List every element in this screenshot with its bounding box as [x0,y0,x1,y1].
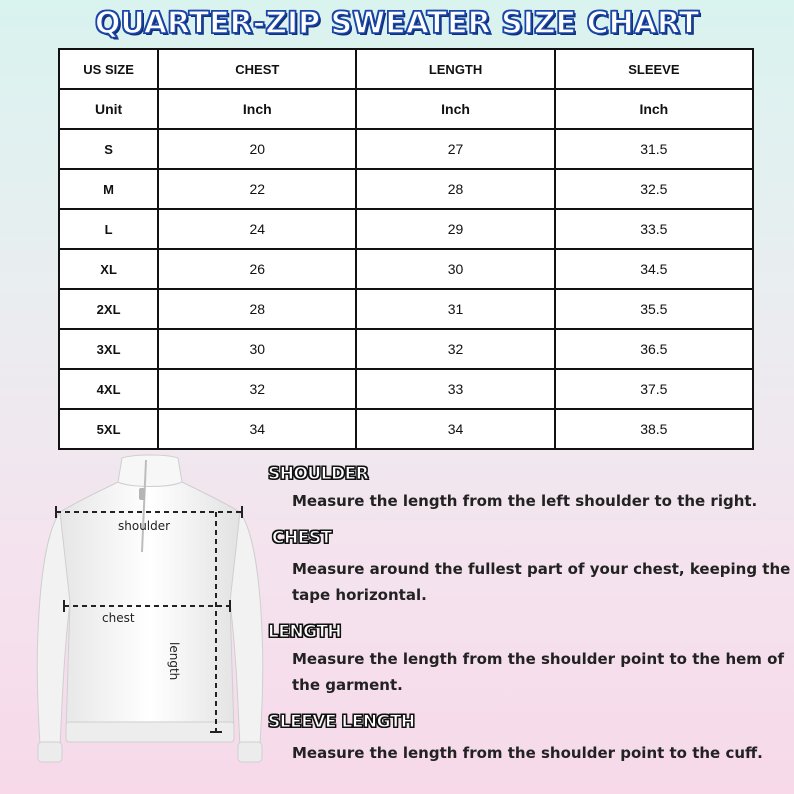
unit-label: Unit [59,89,158,129]
sweater-illustration [37,455,263,762]
sleeve-cell: 36.5 [555,329,753,369]
sweater-diagram [30,452,270,792]
sleeve-guide-text: Measure the length from the shoulder point to the cuff. [292,744,763,762]
table-unit-row [59,89,753,129]
length-guide-text-line1: Measure the length from the shoulder point to the hem of [292,650,784,668]
size-cell: M [59,169,158,209]
sleeve-cell: 31.5 [555,129,753,169]
shoulder-label: shoulder [118,519,171,533]
chest-cell: 30 [158,329,356,369]
chest-cell: 20 [158,129,356,169]
chest-cell: 22 [158,169,356,209]
length-label: length [167,642,181,681]
chest-cell: 34 [158,409,356,449]
table-row [59,409,753,449]
chest-cell: 32 [158,369,356,409]
unit-sleeve: Inch [555,89,753,129]
size-cell: 3XL [59,329,158,369]
sleeve-guide-title: SLEEVE LENGTH [268,712,415,732]
length-cell: 27 [356,129,554,169]
chest-label: chest [102,611,135,625]
shoulder-guide-text: Measure the length from the left shoulder to the right. [292,492,758,510]
size-cell: 4XL [59,369,158,409]
chest-cell: 28 [158,289,356,329]
size-cell: L [59,209,158,249]
chest-guide-title: CHEST [272,528,332,548]
table-row [59,369,753,409]
length-cell: 32 [356,329,554,369]
unit-chest: Inch [158,89,356,129]
sleeve-cell: 33.5 [555,209,753,249]
size-cell: XL [59,249,158,289]
header-length: LENGTH [356,49,554,89]
page-title: QUARTER-ZIP SWEATER SIZE CHART [94,6,700,41]
table-row [59,289,753,329]
table-row [59,169,753,209]
unit-length: Inch [356,89,554,129]
table-row [59,209,753,249]
chest-cell: 24 [158,209,356,249]
sleeve-cell: 35.5 [555,289,753,329]
length-guide-text-line2: the garment. [292,676,403,694]
length-cell: 31 [356,289,554,329]
size-cell: S [59,129,158,169]
size-cell: 2XL [59,289,158,329]
length-cell: 29 [356,209,554,249]
sleeve-cell: 34.5 [555,249,753,289]
header-us-size: US SIZE [59,49,158,89]
size-cell: 5XL [59,409,158,449]
sleeve-cell: 38.5 [555,409,753,449]
size-chart-table [58,48,754,450]
table-row [59,329,753,369]
length-cell: 34 [356,409,554,449]
shoulder-guide-title: SHOULDER [268,464,369,484]
table-header-row [59,49,753,89]
sleeve-cell: 37.5 [555,369,753,409]
chest-guide-text-line1: Measure around the fullest part of your chest, keeping the [292,560,791,578]
chest-cell: 26 [158,249,356,289]
header-chest: CHEST [158,49,356,89]
table-row [59,249,753,289]
header-sleeve: SLEEVE [555,49,753,89]
length-cell: 28 [356,169,554,209]
length-cell: 30 [356,249,554,289]
length-guide-title: LENGTH [268,622,342,642]
table-row [59,129,753,169]
sleeve-cell: 32.5 [555,169,753,209]
chest-guide-text-line2: tape horizontal. [292,586,427,604]
length-cell: 33 [356,369,554,409]
